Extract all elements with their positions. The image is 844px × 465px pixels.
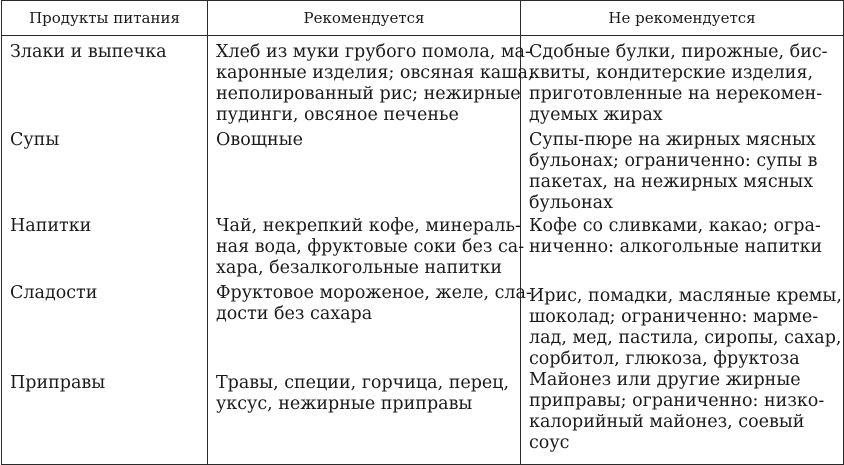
recommended-cell (208, 130, 521, 216)
table-row (2, 130, 844, 216)
text-line: соус (529, 433, 570, 453)
text-line: пудинги, овсяное печенье (216, 105, 459, 125)
row-category-cell: Сладости (2, 283, 208, 370)
header-recommended: Рекомендуется (208, 1, 521, 36)
text-line: Кофе со сливками, какао; огра- (529, 216, 821, 236)
text-line: неполированный рис; нежирные (216, 84, 521, 104)
text-line: приготовленные на нерекомен- (529, 84, 823, 104)
table-row (2, 370, 844, 465)
text-line: ниченно: алкогольные напитки (529, 237, 823, 257)
not-recommended-cell (521, 130, 844, 216)
row-category-cell: Супы (2, 130, 208, 216)
cell-text-block (216, 370, 514, 415)
text-line: Травы, специи, горчица, перец, (216, 373, 510, 393)
text-line: ная вода, фруктовые соки без са- (216, 237, 525, 257)
diet-table-container (1, 0, 843, 460)
recommended-cell (208, 36, 534, 131)
text-line: бульонах; ограниченно: супы в (529, 151, 818, 171)
table-row (2, 36, 844, 131)
text-line: Ирис, помадки, масляные кремы, (529, 286, 842, 306)
table-row (2, 283, 844, 370)
text-line: уксус, нежирные приправы (216, 394, 473, 414)
text-line: сорбитол, глюкоза, фруктоза (529, 349, 800, 369)
row-category-cell: Злаки и выпечка (2, 36, 208, 131)
header-not-recommended: Не рекомендуется (521, 1, 844, 36)
header-food-products: Продукты питания (2, 1, 208, 36)
recommended-cell (208, 216, 525, 283)
diet-recommendations-table (1, 0, 844, 465)
not-recommended-cell (521, 370, 844, 465)
cell-text-block: Приправы (10, 373, 106, 393)
recommended-cell (208, 370, 521, 465)
text-line: каронные изделия; овсяная каша, (216, 63, 534, 83)
text-line: шоколад; ограниченно: марме- (529, 307, 819, 327)
text-line: Чай, некрепкий кофе, минераль- (216, 216, 521, 236)
not-recommended-cell (521, 36, 844, 131)
text-line: дуемых жирах (529, 105, 663, 125)
recommended-cell (208, 283, 532, 370)
text-line: Сдобные булки, пирожные, бис- (529, 42, 828, 62)
text-line: квиты, кондитерские изделия, (529, 63, 814, 83)
row-category-cell (2, 370, 208, 465)
text-line: приправы; ограниченно: низко- (529, 391, 825, 411)
text-line: Супы-пюре на жирных мясных (529, 130, 816, 150)
text-line: Овощные (216, 130, 303, 150)
cell-text-block (529, 283, 842, 370)
text-line: дости без сахара (216, 304, 373, 324)
not-recommended-cell (521, 283, 844, 370)
text-line: Хлеб из муки грубого помола, ма- (216, 42, 531, 62)
table-row (2, 216, 844, 283)
text-line: лад, мед, пастила, сиропы, сахар, (529, 328, 842, 348)
text-line: калорийный майонез, соевый (529, 412, 805, 432)
text-line: Майонез или другие жирные (529, 370, 801, 390)
text-line: Фруктовое мороженое, желе, сла- (216, 283, 532, 303)
text-line: бульонах (529, 193, 613, 213)
not-recommended-cell (521, 216, 844, 283)
table-header-row (2, 1, 844, 36)
row-category-cell: Напитки (2, 216, 208, 283)
text-line: хара, безалкогольные напитки (216, 258, 503, 278)
text-line: пакетах, на нежирных мясных (529, 172, 814, 192)
